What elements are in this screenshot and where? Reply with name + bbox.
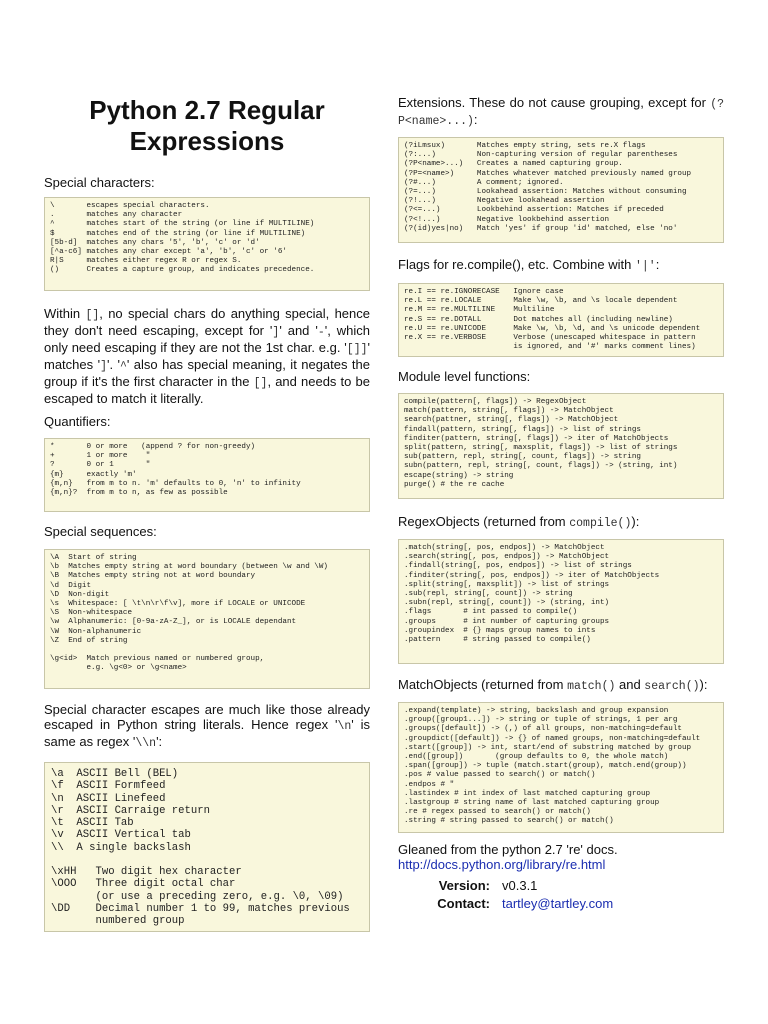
code-row: R|S matches either regex R or regex S. [50, 257, 242, 266]
blank-row [51, 854, 363, 866]
code-row: .flags # int passed to compile() [404, 608, 578, 617]
code-row: \S Non-whitespace [50, 609, 133, 618]
code-row: numbered group [51, 915, 185, 928]
special-sequences-heading: Special sequences: [44, 524, 157, 539]
left-column [44, 0, 370, 932]
code-row: \r ASCII Carraige return [51, 804, 210, 817]
gleaned-text: Gleaned from the python 2.7 're' docs. [398, 842, 618, 857]
code-row: re.X == re.VERBOSE Verbose (unescaped whitespace in pattern [404, 334, 696, 343]
code-row: \D Non-digit [50, 590, 110, 599]
contact-row [398, 895, 724, 913]
page-title: Python 2.7 Regular Expressions [89, 95, 325, 156]
code-row: subn(pattern, repl, string[, count, flags]) -> (string, int) [404, 462, 678, 471]
code-row: .split(string[, maxsplit]) -> list of strings [404, 580, 610, 589]
code-row: re.U == re.UNICODE Make \w, \b, \d, and \s unicode dependent [404, 324, 701, 333]
code-row: .re # regex passed to search() or match() [404, 808, 591, 817]
code-row: (?!...) Negative lookahead assertion [404, 197, 605, 206]
within-brackets-paragraph: Within [], no special chars do anything special, hence they don't need escaping, except for ']' and '-', which only need escaping if they are not the 1st char. e.g. '[]]' matches ']'. '^' also has special meaning, it negates the group if it's the first character in the [], and needs to be escaped to match it literally. [44, 306, 371, 406]
code-row: \v ASCII Vertical tab [51, 829, 191, 842]
code-row: (?:...) Non-capturing version of regular parentheses [404, 151, 678, 160]
code-row: .start([group]) -> int, start/end of substring matched by group [404, 743, 692, 752]
code-row: .findall(string[, pos, endpos]) -> list of strings [404, 562, 632, 571]
code-row: \b Matches empty string at word boundary (between \w and \W) [50, 563, 328, 572]
code-row: .endpos # " [404, 780, 455, 789]
code-row: \g<id> Match previous named or numbered group, [50, 655, 265, 664]
blank-row [50, 646, 364, 655]
match-objects-heading: MatchObjects (returned from match() and search()): [398, 677, 708, 693]
code-row: \W Non-alphanumeric [50, 627, 142, 636]
code-row: .pos # value passed to search() or match() [404, 771, 596, 780]
flags-box [398, 283, 724, 357]
code-row: purge() # the re cache [404, 480, 505, 489]
code-row: .lastgroup # string name of last matched capturing group [404, 799, 660, 808]
module-functions-box [398, 393, 724, 499]
code-row: re.M == re.MULTILINE Multiline [404, 306, 555, 315]
code-row: ? 0 or 1 " [50, 461, 151, 470]
code-row: $ matches end of the string (or line if MULTILINE) [50, 229, 306, 238]
code-row: .group([group1...]) -> string or tuple of strings, 1 per arg [404, 716, 678, 725]
code-row: match(pattern, string[, flags]) -> MatchObject [404, 407, 614, 416]
extensions-box [398, 137, 724, 243]
code-row: .search(string[, pos, endpos]) -> MatchObject [404, 553, 610, 562]
code-row: \A Start of string [50, 554, 137, 562]
code-row: () Creates a capture group, and indicates precedence. [50, 266, 315, 275]
code-row: e.g. \g<0> or \g<name> [50, 664, 187, 673]
code-row: \n ASCII Linefeed [51, 792, 166, 805]
version-label: Version: [438, 878, 490, 893]
code-row: . matches any character [50, 211, 183, 220]
version-value: v0.3.1 [502, 878, 538, 893]
module-functions-heading: Module level functions: [398, 369, 531, 384]
quantifiers-heading: Quantifiers: [44, 414, 111, 429]
escapes-intro-paragraph: Special character escapes are much like those already escaped in Python string literals. Hence regex '\n' is same as regex '\\n': [44, 702, 370, 750]
contact-label: Contact: [437, 896, 490, 911]
code-row: \xHH Two digit hex character [51, 866, 242, 879]
code-row: (?P<name>...) Creates a named capturing group. [404, 160, 623, 169]
code-row: search(pattner, string[, flags]) -> MatchObject [404, 416, 619, 425]
special-characters-box [44, 197, 370, 291]
code-row: {m,n} from m to n. 'm' defaults to 0, 'n' to infinity [50, 479, 301, 488]
code-row: .pattern # string passed to compile() [404, 636, 591, 645]
code-row: (?P=<name>) Matches whatever matched previously named group [404, 169, 692, 178]
code-row: finditer(pattern, string[, flags]) -> iter of MatchObjects [404, 434, 669, 443]
code-row: .sub(repl, string[, count]) -> string [404, 590, 573, 599]
code-row: re.I == re.IGNORECASE Ignore case [404, 288, 564, 296]
code-row: is ignored, and '#' marks comment lines) [404, 343, 696, 352]
right-column [398, 0, 724, 913]
code-row: (?iLmsux) Matches empty string, sets re.X flags [404, 142, 646, 150]
gleaned-paragraph [398, 842, 724, 872]
code-row: .end([group]) (group defaults to 0, the whole match) [404, 753, 669, 762]
code-row: \Z End of string [50, 636, 128, 645]
code-row: \w Alphanumeric: [0-9a-zA-Z_], or is LOCALE dependant [50, 618, 297, 627]
code-row: escape(string) -> string [404, 471, 514, 480]
regex-objects-heading: RegexObjects (returned from compile()): [398, 514, 640, 530]
code-row: \\ A single backslash [51, 841, 191, 854]
code-row: * 0 or more (append ? for non-greedy) [50, 443, 256, 451]
code-row: sub(pattern, repl, string[, count, flags]) -> string [404, 453, 641, 462]
match-objects-box [398, 702, 724, 833]
code-row: (?<!...) Negative lookbehind assertion [404, 215, 610, 224]
special-sequences-box [44, 549, 370, 689]
code-row: ^ matches start of the string (or line if MULTILINE) [50, 220, 315, 229]
docs-link[interactable]: http://docs.python.org/library/re.html [398, 857, 606, 872]
code-row: .span([group]) -> tuple (match.start(group), match.end(group)) [404, 762, 687, 771]
code-row: (?#...) A comment; ignored. [404, 178, 564, 187]
flags-heading: Flags for re.compile(), etc. Combine with '|': [398, 257, 660, 273]
code-row: {m,n}? from m to n, as few as possible [50, 489, 228, 498]
code-row: .subn(repl, string[, count]) -> (string, int) [404, 599, 610, 608]
code-row: \f ASCII Formfeed [51, 780, 166, 793]
code-row: .match(string[, pos, endpos]) -> MatchObject [404, 544, 605, 552]
code-row: [5b-d] matches any chars '5', 'b', 'c' or 'd' [50, 238, 260, 247]
code-row: \t ASCII Tab [51, 817, 134, 830]
code-row: split(pattern, string[, maxsplit, flags]) -> list of strings [404, 444, 678, 453]
escapes-box [44, 762, 370, 932]
regex-objects-box [398, 539, 724, 664]
quantifiers-box [44, 438, 370, 512]
code-row: + 1 or more " [50, 452, 151, 461]
code-row: (?=...) Lookahead assertion: Matches without consuming [404, 188, 687, 197]
version-row [398, 877, 724, 895]
code-row: \B Matches empty string not at word boundary [50, 572, 256, 581]
code-row: (or use a preceding zero, e.g. \0, \09) [51, 890, 344, 903]
code-row: (?(id)yes|no) Match 'yes' if group 'id' matched, else 'no' [404, 224, 678, 233]
code-row: (?<=...) Lookbehind assertion: Matches if preceded [404, 206, 664, 215]
code-row: findall(pattern, string[, flags]) -> list of strings [404, 425, 641, 434]
special-characters-heading: Special characters: [44, 175, 155, 190]
contact-email-link[interactable]: tartley@tartley.com [502, 896, 614, 911]
code-row: [^a-c6] matches any char except 'a', 'b', 'c' or '6' [50, 248, 287, 257]
code-row: compile(pattern[, flags]) -> RegexObject [404, 398, 587, 406]
code-row: \OOO Three digit octal char [51, 878, 236, 891]
code-row: re.S == re.DOTALL Dot matches all (including newline) [404, 315, 673, 324]
code-row: \d Digit [50, 581, 92, 590]
code-row: \ escapes special characters. [50, 202, 210, 210]
code-row: \DD Decimal number 1 to 99, matches previous [51, 902, 350, 915]
code-row: {m} exactly 'm' [50, 470, 137, 479]
code-row: .lastindex # int index of last matched capturing group [404, 789, 651, 798]
extensions-heading: Extensions. These do not cause grouping, except for (?P<name>...): [398, 95, 724, 128]
code-row: .groups # int number of capturing groups [404, 617, 610, 626]
code-row: .groupindex # {} maps group names to ints [404, 626, 596, 635]
code-row: .finditer(string[, pos, endpos]) -> iter of MatchObjects [404, 571, 660, 580]
code-row: .string # string passed to search() or match() [404, 817, 614, 826]
code-row: .groups([default]) -> (,) of all groups, non-matching=default [404, 725, 682, 734]
code-row: .expand(template) -> string, backslash and group expansion [404, 707, 669, 715]
code-row: \s Whitespace: [ \t\n\r\f\v], more if LOCALE or UNICODE [50, 600, 306, 609]
code-row: \a ASCII Bell (BEL) [51, 768, 179, 780]
code-row: re.L == re.LOCALE Make \w, \b, and \s locale dependent [404, 297, 678, 306]
code-row: .groupdict([default]) -> {} of named groups, non-matching=default [404, 734, 701, 743]
